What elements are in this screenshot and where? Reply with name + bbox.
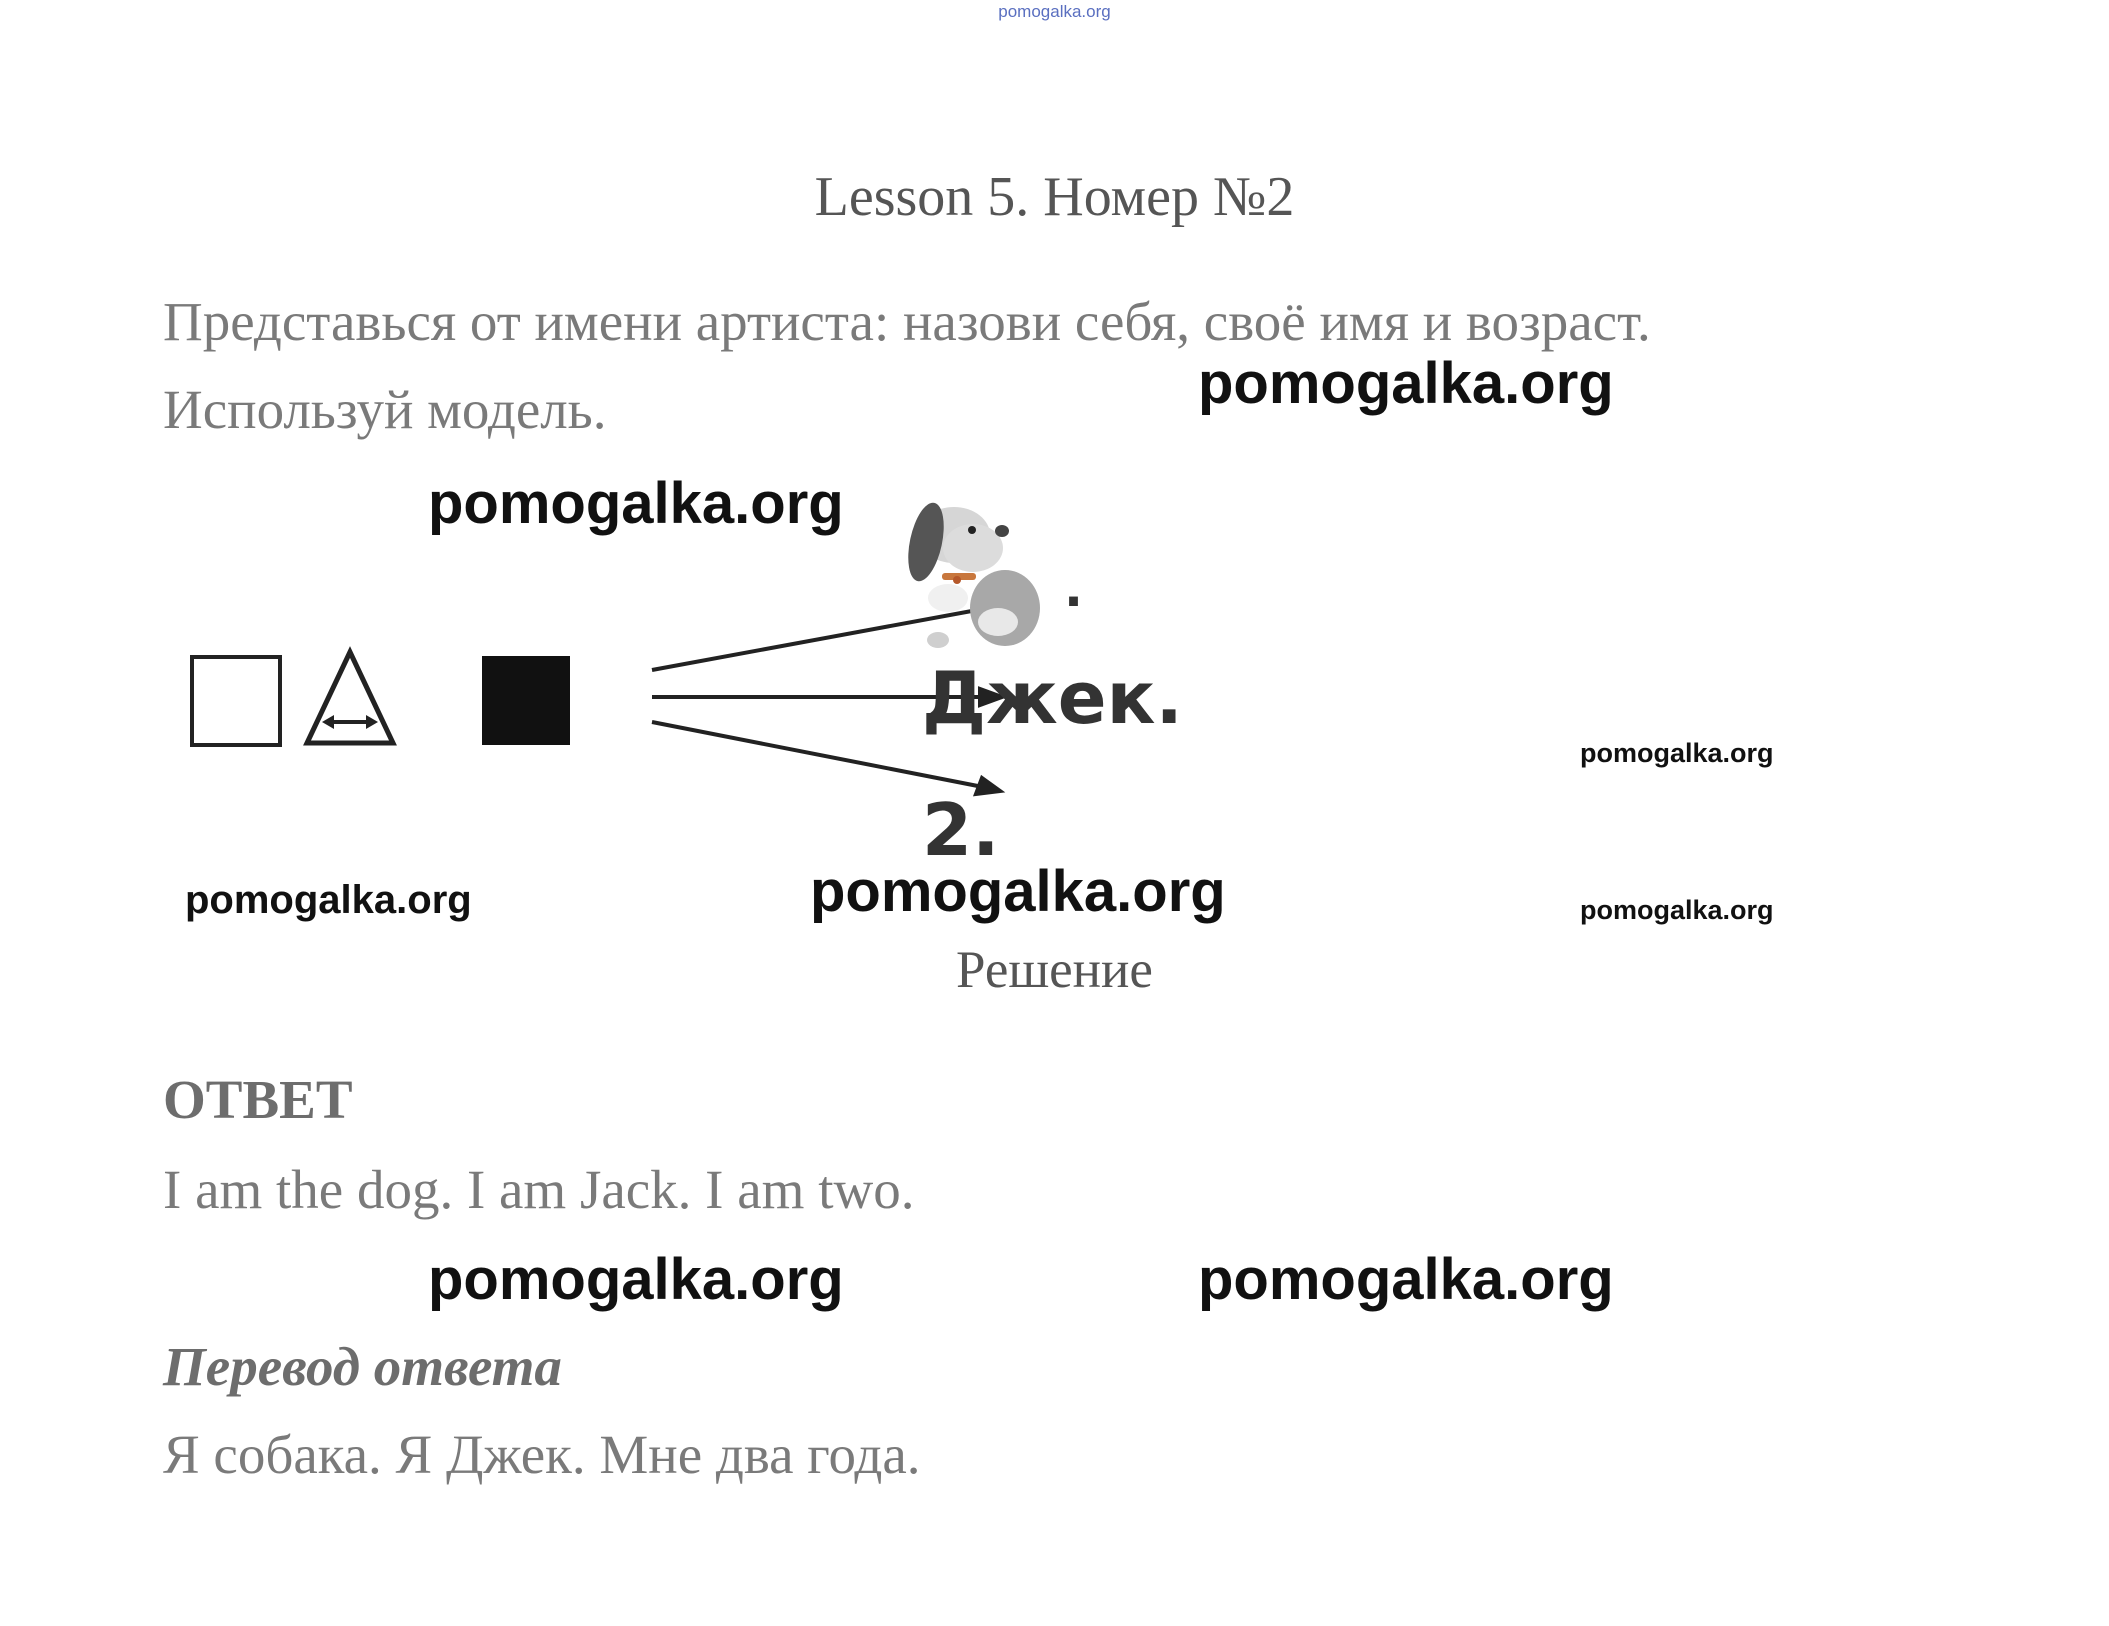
task-instruction-line-1: Представься от имени артиста: назови себя, своё имя и возраст.	[163, 291, 1651, 352]
filled-square-icon	[482, 656, 570, 745]
translation-text: Я собака. Я Джек. Мне два года.	[163, 1424, 921, 1485]
triangle-arrows-icon	[307, 652, 393, 743]
watermark: pomogalka.org	[1580, 738, 1774, 768]
watermark: pomogalka.org	[1198, 1247, 1614, 1312]
watermark: pomogalka.org	[428, 471, 844, 536]
page-title: Lesson 5. Номер №2	[814, 166, 1295, 228]
name-word: Джек.	[922, 656, 1183, 740]
solution-label: Решение	[956, 941, 1153, 999]
watermark: pomogalka.org	[810, 859, 1226, 924]
site-header-link[interactable]: pomogalka.org	[998, 2, 1111, 21]
watermark: pomogalka.org	[1580, 895, 1774, 925]
empty-square-icon	[192, 657, 280, 745]
answer-heading: ОТВЕТ	[163, 1069, 353, 1130]
age-word: 2.	[922, 788, 1000, 872]
watermark: pomogalka.org	[185, 878, 472, 922]
dog-period: .	[1064, 560, 1083, 618]
answer-text: I am the dog. I am Jack. I am two.	[163, 1159, 915, 1220]
watermark: pomogalka.org	[428, 1247, 844, 1312]
translation-heading: Перевод ответа	[163, 1336, 562, 1397]
task-instruction-line-2: Используй модель.	[163, 379, 607, 440]
watermark: pomogalka.org	[1198, 351, 1614, 416]
dog-picture-icon	[902, 500, 1040, 648]
